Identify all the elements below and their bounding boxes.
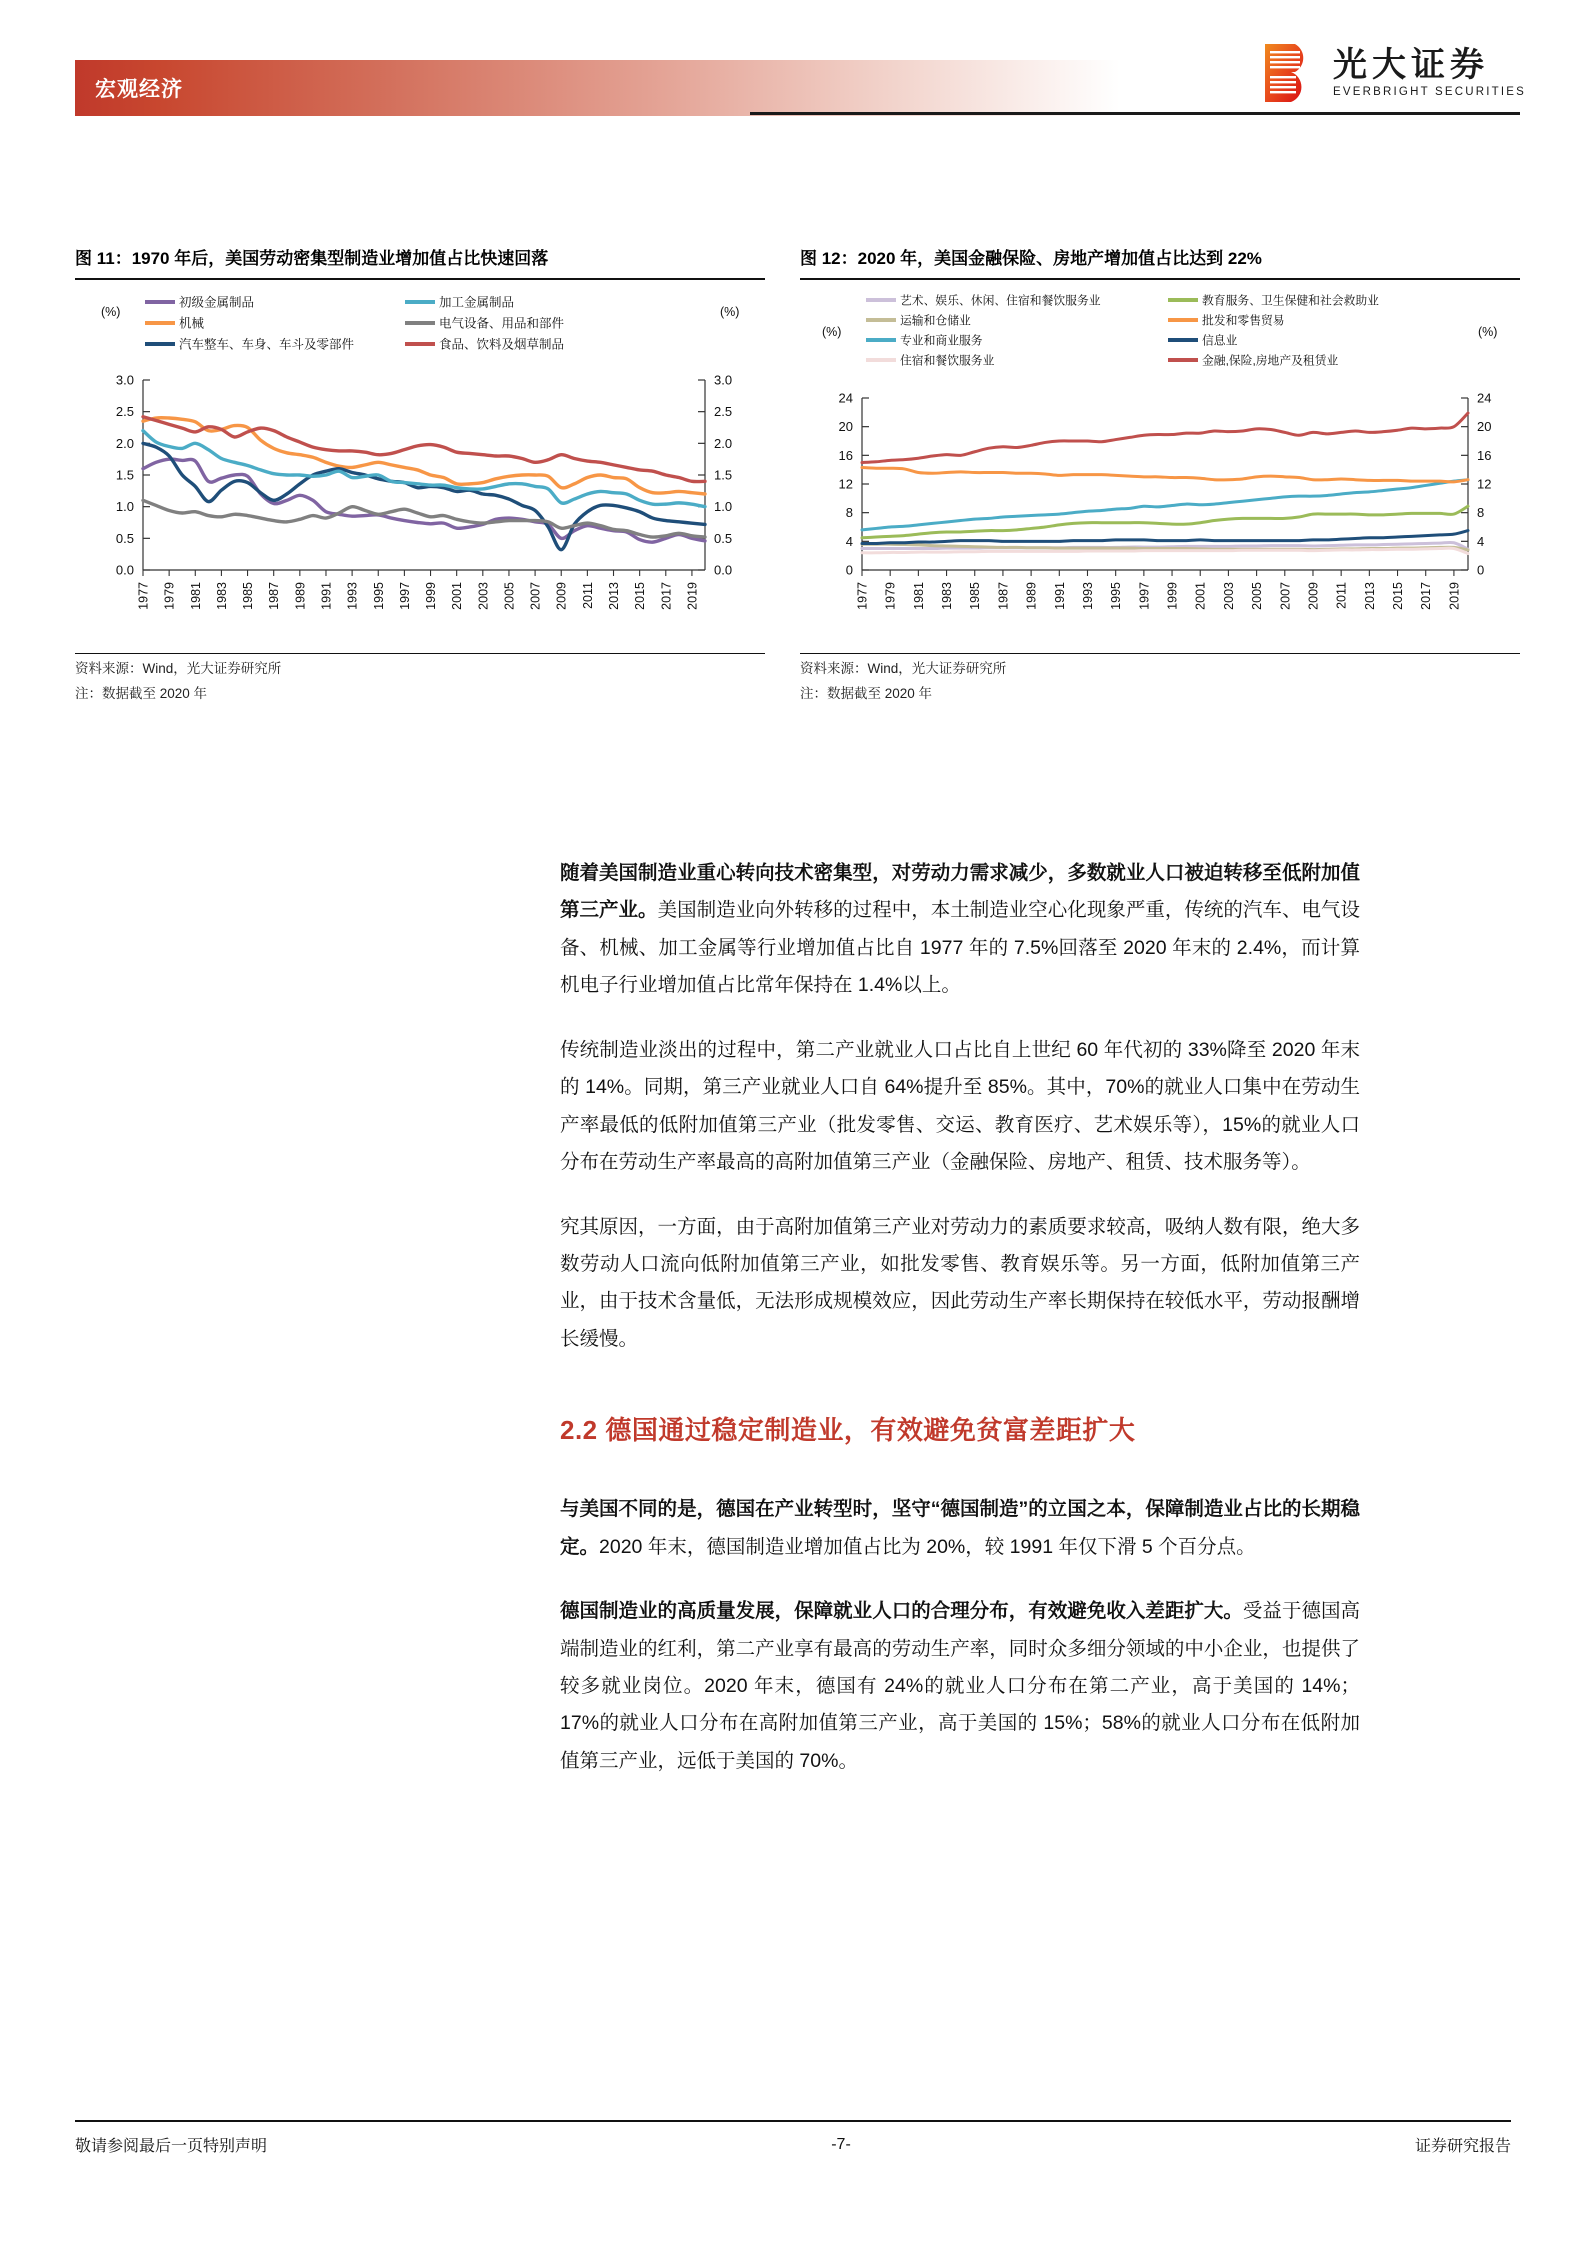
x-tick-label: 2019 (685, 581, 700, 610)
paragraph-4 (560, 1491, 1360, 1566)
x-tick-label: 1983 (940, 581, 955, 610)
y-tick-label: 0.5 (714, 530, 733, 546)
x-tick-label: 1987 (267, 581, 282, 610)
series-line (143, 431, 705, 507)
legend-label: 住宿和餐饮服务业 (900, 353, 995, 368)
figure-12-title: 图 12：2020 年，美国金融保险、房地产增加值占比达到 22% (800, 249, 1262, 268)
category-banner (75, 60, 1120, 116)
y-tick-label: 4 (845, 533, 853, 549)
y-tick-label: 3.0 (714, 372, 733, 388)
footer-row (75, 2122, 1511, 2156)
paragraph-3 (560, 1209, 1360, 1359)
legend-label: 电气设备、用品和部件 (439, 316, 565, 331)
figure-11-chart (75, 288, 765, 648)
paragraph-1-lead: 随着美国制造业重心转向技术密集型，对劳动力需求减少，多数就业人口被迫转移至低附加值第三产业。 (560, 862, 1360, 922)
category-label: 宏观经济 (95, 78, 183, 101)
brand-name-cn: 光大证券 (1333, 45, 1490, 84)
brand-logo (1261, 42, 1526, 104)
x-tick-label: 1995 (371, 581, 386, 610)
everbright-logo-icon (1261, 42, 1319, 104)
series-line (862, 467, 1468, 481)
series-line (862, 413, 1468, 462)
y-tick-label: 1.5 (714, 467, 733, 483)
header-divider (750, 112, 1520, 115)
y-tick-label: 2.5 (115, 404, 134, 420)
legend-label: 汽车整车、车身、车斗及零部件 (179, 337, 355, 352)
x-tick-label: 2011 (580, 581, 595, 609)
y-tick-label: 4 (1477, 533, 1485, 549)
paragraph-2 (560, 1032, 1360, 1182)
y-tick-label: 2.0 (714, 435, 733, 451)
x-tick-label: 2013 (1362, 581, 1377, 610)
page-footer (75, 2120, 1511, 2156)
y-tick-label: 16 (1477, 447, 1492, 463)
y-tick-label: 1.5 (115, 467, 134, 483)
figure-11-title: 图 11：1970 年后，美国劳动密集型制造业增加值占比快速回落 (75, 249, 549, 268)
figure-12-body (800, 288, 1520, 705)
x-tick-label: 1985 (241, 581, 256, 610)
x-tick-label: 1997 (397, 581, 412, 610)
x-tick-label: 2005 (502, 581, 517, 610)
y-tick-label: 0 (1477, 562, 1485, 578)
figure-11-plot-wrap (75, 288, 765, 653)
figure-12-title-rule (800, 278, 1520, 280)
y-tick-label: 8 (1477, 505, 1485, 521)
paragraph-4-rest: 2020 年末，德国制造业增加值占比为 20%，较 1991 年仅下滑 5 个百分点。 (599, 1535, 1256, 1558)
paragraph-2-rest: 传统制造业淡出的过程中，第二产业就业人口占比自上世纪 60 年代初的 33%降至 2020 年末的 14%。同期，第三产业就业人口自 64%提升至 85%。其中，70%的就业人口集中在劳动生产率最低的低附加值第三产业（批发零售、交运、教育医疗、艺术娱乐等），15%的就业人口分布在劳动生产率最高的高附加值第三产业（金融保险、房地产、租赁、技术服务等）。 (560, 1038, 1361, 1174)
legend-label: 专业和商业服务 (900, 333, 983, 348)
x-tick-label: 2017 (659, 581, 674, 610)
x-tick-label: 1989 (1024, 581, 1039, 610)
x-tick-label: 2009 (554, 581, 569, 610)
x-tick-label: 1979 (883, 581, 898, 610)
figure-11-note: 注：数据截至 2020 年 (75, 685, 208, 701)
y-tick-label: 16 (838, 447, 853, 463)
legend-label: 运输和仓储业 (900, 313, 971, 328)
paragraph-5 (560, 1593, 1360, 1780)
x-tick-label: 1989 (293, 581, 308, 610)
legend-label: 金融,保险,房地产及租赁业 (1202, 353, 1339, 368)
y-unit-right: (%) (720, 304, 740, 319)
x-tick-label: 1993 (345, 581, 360, 610)
figure-12 (800, 248, 1520, 705)
x-tick-label: 1999 (424, 581, 438, 610)
y-tick-label: 1.0 (115, 499, 134, 515)
x-tick-label: 1981 (188, 581, 203, 610)
footer-report-type: 证券研究报告 (1414, 2138, 1511, 2155)
brand-name-en: EVERBRIGHT SECURITIES (1333, 86, 1526, 99)
x-tick-label: 1995 (1109, 581, 1124, 610)
legend-label: 信息业 (1202, 333, 1238, 348)
paragraph-3-rest: 究其原因，一方面，由于高附加值第三产业对劳动力的素质要求较高，吸纳人数有限，绝大多数劳动人口流向低附加值第三产业，如批发零售、教育娱乐等。另一方面，低附加值第三产业，由于技术含量低，无法形成规模效应，因此劳动生产率长期保持在较低水平，劳动报酬增长缓慢。 (560, 1215, 1360, 1350)
x-tick-label: 1977 (136, 581, 151, 610)
figure-12-chart (800, 288, 1520, 648)
y-unit-left: (%) (822, 324, 842, 339)
legend-label: 艺术、娱乐、休闲、住宿和餐饮服务业 (900, 293, 1101, 308)
y-tick-label: 0.0 (115, 562, 134, 578)
footer-disclaimer: 敬请参阅最后一页特别声明 (75, 2138, 268, 2155)
y-tick-label: 0.5 (115, 530, 134, 546)
x-tick-label: 2003 (476, 581, 491, 610)
legend-label: 初级金属制品 (179, 295, 255, 310)
y-tick-label: 3.0 (115, 372, 134, 388)
x-tick-label: 2011 (1334, 581, 1349, 609)
x-tick-label: 2017 (1419, 581, 1434, 610)
y-unit-left: (%) (101, 304, 121, 319)
figure-11-title-rule (75, 278, 765, 280)
y-tick-label: 20 (1477, 419, 1492, 435)
y-tick-label: 8 (845, 505, 853, 521)
paragraph-1-rest: 美国制造业向外转移的过程中，本土制造业空心化现象严重，传统的汽车、电气设备、机械、加工金属等行业增加值占比自 1977 年的 7.5%回落至 2020 年末的 2.4%，而计算机电子行业增加值占比常年保持在 1.4%以上。 (560, 899, 1360, 997)
brand-text (1333, 45, 1526, 99)
x-tick-label: 1987 (996, 581, 1011, 610)
y-tick-label: 0.0 (714, 562, 733, 578)
figure-11-source-rule (75, 653, 765, 654)
article-body (560, 855, 1360, 1807)
figure-11-source: 资料来源：Wind，光大证券研究所 (75, 660, 282, 676)
x-tick-label: 1981 (911, 581, 926, 610)
y-tick-label: 2.5 (714, 404, 733, 420)
y-tick-label: 2.0 (115, 435, 134, 451)
x-tick-label: 2013 (607, 581, 621, 610)
figure-12-source: 资料来源：Wind，光大证券研究所 (800, 660, 1007, 676)
x-tick-label: 2005 (1250, 581, 1265, 610)
x-tick-label: 2015 (1391, 581, 1405, 610)
paragraph-5-lead: 德国制造业的高质量发展，保障就业人口的合理分布，有效避免收入差距扩大。 (560, 1600, 1243, 1623)
section-heading-2-2: 2.2 德国通过稳定制造业，有效避免贫富差距扩大 (560, 1415, 1136, 1446)
x-tick-label: 1997 (1137, 581, 1152, 610)
paragraph-5-rest: 受益于德国高端制造业的红利，第二产业享有最高的劳动生产率，同时众多细分领域的中小企业，也提供了较多就业岗位。2020 年末，德国有 24%的就业人口分布在第二产业，高于美国的 14%；17%的就业人口分布在高附加值第三产业，高于美国的 15%；58%的就业人口分布在低附加值第三产业，远低于美国的 70%。 (560, 1600, 1360, 1772)
x-tick-label: 2009 (1306, 581, 1321, 610)
paragraph-4-lead: 与美国不同的是，德国在产业转型时，坚守“德国制造”的立国之本，保障制造业占比的长期稳定。 (560, 1498, 1360, 1558)
figure-11-body (75, 288, 765, 705)
y-tick-label: 0 (845, 562, 853, 578)
figure-11 (75, 248, 765, 705)
y-tick-label: 24 (1477, 390, 1492, 406)
legend-label: 批发和零售贸易 (1202, 313, 1285, 328)
x-tick-label: 2007 (528, 581, 543, 610)
x-tick-label: 1993 (1081, 581, 1095, 610)
x-tick-label: 2007 (1278, 581, 1293, 610)
legend-label: 食品、饮料及烟草制品 (439, 337, 565, 352)
figure-12-note: 注：数据截至 2020 年 (800, 685, 933, 701)
page-header (0, 0, 1586, 150)
x-tick-label: 1991 (1052, 581, 1067, 610)
paragraph-1 (560, 855, 1360, 1005)
x-tick-label: 2003 (1221, 581, 1236, 610)
figure-12-plot-wrap (800, 288, 1520, 653)
x-tick-label: 1977 (855, 581, 870, 610)
legend-label: 教育服务、卫生保健和社会救助业 (1202, 293, 1379, 308)
y-tick-label: 12 (838, 476, 853, 492)
legend-label: 加工金属制品 (439, 295, 515, 310)
legend-label: 机械 (179, 316, 205, 331)
y-unit-right: (%) (1478, 324, 1498, 339)
x-tick-label: 2001 (450, 581, 465, 610)
x-tick-label: 2001 (1193, 581, 1208, 610)
x-tick-label: 1979 (162, 581, 177, 610)
x-tick-label: 2019 (1447, 581, 1462, 610)
page-number: -7- (831, 2135, 851, 2153)
y-tick-label: 20 (838, 419, 853, 435)
y-tick-label: 24 (838, 390, 853, 406)
series-line (143, 418, 705, 494)
x-tick-label: 1983 (214, 581, 229, 610)
y-tick-label: 12 (1477, 476, 1492, 492)
x-tick-label: 1999 (1165, 581, 1180, 610)
x-tick-label: 2015 (633, 581, 648, 610)
y-tick-label: 1.0 (714, 499, 733, 515)
figure-12-source-rule (800, 653, 1520, 654)
x-tick-label: 1985 (968, 581, 983, 610)
x-tick-label: 1991 (319, 581, 334, 610)
